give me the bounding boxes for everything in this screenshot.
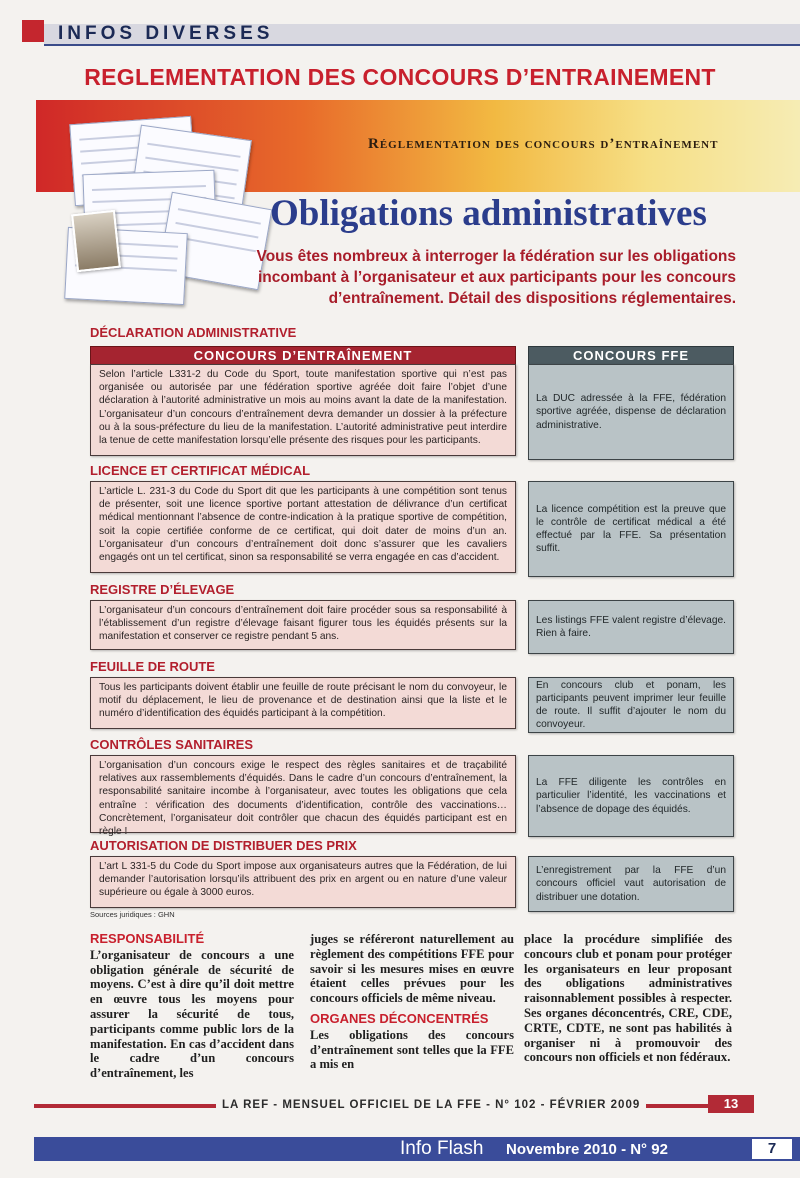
right-box-prix: L’enregistrement par la FFE d’un concours officiel vaut autorisation de distribuer une dotation.: [528, 856, 734, 912]
section-heading: CONTRÔLES SANITAIRES: [90, 737, 253, 752]
ref-footer-text: LA REF - MENSUEL OFFICIEL DE LA FFE - N° 102 - FÉVRIER 2009: [216, 1099, 646, 1111]
sources-note: Sources juridiques : GHN: [90, 910, 175, 919]
section-heading: FEUILLE DE ROUTE: [90, 659, 215, 674]
article-intro: Vous êtes nombreux à interroger la fédération sur les obligations incombant à l’organisateur et aux participants pour les concours d’entraînement. Détail des dispositions réglementaires.: [256, 248, 736, 307]
right-box-feuille: En concours club et ponam, les participants peuvent imprimer leur feuille de route. Il suffit d’ajouter le nom du convoyeur.: [528, 677, 734, 733]
right-box-licence: La licence compétition est la preuve que le contrôle de certificat médical a été effectué par la FFE. Sa présentation suffit.: [528, 481, 734, 577]
text-column-1: [90, 932, 294, 1081]
left-box-sanitaire: L’organisation d’un concours exige le respect des règles sanitaires et de traçabilité relatives aux rassemblements d’équidés. Dans le cadre d’un concours d’entraînement, la responsabilité sanitaire incombe à l’organisateur, avec toutes les obligations que cela entraîne : vérification des documents d’identification, contrôle des vaccinations… Concrètement, l’organisateur doit contrôler que chacun des équidés participant est en règle !: [90, 755, 516, 833]
column-header-concours-entrainement: CONCOURS D’ENTRAÎNEMENT: [90, 346, 516, 365]
organes-heading: ORGANES DÉCONCENTRÉS: [310, 1010, 489, 1026]
text-column-2: [310, 932, 514, 1072]
right-box-sanitaire: La FFE diligente les contrôles en particulier l’identité, les vaccinations et l’absence de dopage des équidés.: [528, 755, 734, 837]
text-column-3: [524, 932, 732, 1065]
right-box-registre: Les listings FFE valent registre d’élevage. Rien à faire.: [528, 600, 734, 654]
banner-subtitle: Réglementation des concours d’entraînement: [368, 136, 719, 152]
section-heading: AUTORISATION DE DISTRIBUER DES PRIX: [90, 838, 357, 853]
info-flash-title: Info Flash: [400, 1138, 484, 1159]
column-header-concours-ffe: CONCOURS FFE: [528, 346, 734, 365]
responsabilite-text-cont: juges se référeront naturellement au règlement des compétitions FFE pour savoir si les mesures mises en œuvre étaient celles prévues pour les concours officiels de même niveau.: [310, 932, 514, 1006]
responsabilite-text: L’organisateur de concours a une obligation générale de sécurité de moyens. C’est à dire qu’il doit mettre en œuvre tous les moyens pour assurer la sécurité de tous, participants comme public lors de la manifestation. En cas d’accident dans le cadre d’un concours d’entraînement, les: [90, 947, 294, 1081]
left-box-registre: L’organisateur d’un concours d’entraînement doit faire procéder sous sa responsabilité à l’établissement d’un registre d’élevage faisant figurer tous les équidés présents sur la manifestation et conserver ce registre pendant 5 ans.: [90, 600, 516, 650]
ref-page-number: 13: [708, 1095, 754, 1113]
article-title: Obligations administratives: [270, 193, 707, 234]
left-box-prix: L’art L 331-5 du Code du Sport impose aux organisateurs autres que la Fédération, de lui demander l’autorisation lorsqu’ils attribuent des prix en argent ou en nature d’une valeur supérieure ou égale à 3000 euros.: [90, 856, 516, 908]
organes-text-cont: place la procédure simplifiée des concours club et ponam pour protéger les organisateurs en leur proposant des obligations administratives raisonnablement possibles à respecter. Ses organes déconcentrés, CRE, CDE, CRTE, CDTE, ne sont pas habilités à organiser ni à promouvoir des concours non officiels et non fédéraux.: [524, 932, 732, 1065]
info-flash-issue: Novembre 2010 - N° 92: [506, 1141, 668, 1158]
left-box-licence: L’article L. 231-3 du Code du Sport dit que les participants à une compétition sont tenus de présenter, soit une licence sportive portant attestation de délivrance d’un certificat médical mentionnant l’absence de contre-indication à la pratique sportive de compétition, soit la copie certifiée conforme de ce certificat, qui doit dater de moins d’un an. L’organisateur d’un concours d’entraînement doit donc s’assurer que les cavaliers engagés ont un tel certificat, sinon sa responsabilité se verra engagée en cas d’accident.: [90, 481, 516, 573]
right-box-declaration: La DUC adressée à la FFE, fédération sportive agréée, dispense de déclaration administrative.: [528, 364, 734, 460]
header-accent-square: [22, 20, 44, 42]
info-flash-page-number: 7: [752, 1139, 792, 1159]
left-box-feuille: Tous les participants doivent établir une feuille de route précisant le nom du convoyeur, le motif du déplacement, le lieu de provenance et de destination ainsi que la liste et le numéro d’identification des équidés participant à la compétition.: [90, 677, 516, 729]
section-heading: REGISTRE D’ÉLEVAGE: [90, 582, 235, 597]
page-title: REGLEMENTATION DES CONCOURS D’ENTRAINEMENT: [84, 64, 716, 90]
organes-text: Les obligations des concours d’entraînement sont telles que la FFE a mis en: [310, 1027, 514, 1072]
section-heading: DÉCLARATION ADMINISTRATIVE: [90, 325, 297, 340]
left-box-declaration: Selon l’article L331-2 du Code du Sport, toute manifestation sportive qui n’est pas organisée ou autorisée par une fédération sportive agréée doit faire l’objet d’une déclaration à l’autorité administrative un mois au moins avant la date de la manifestation. L’organisateur d’un concours d’entraînement devra demander un dossier à la préfecture ou à la sous-préfecture du lieu de la manifestation. L’autorité administrative peut interdire la tenue de cette manifestation lorsqu’elle présente des risques pour les participants.: [90, 364, 516, 456]
section-heading: LICENCE ET CERTIFICAT MÉDICAL: [90, 463, 311, 478]
responsabilite-heading: RESPONSABILITÉ: [90, 931, 205, 946]
section-label: INFOS DIVERSES: [58, 23, 274, 44]
horse-photo-icon: [71, 210, 121, 272]
